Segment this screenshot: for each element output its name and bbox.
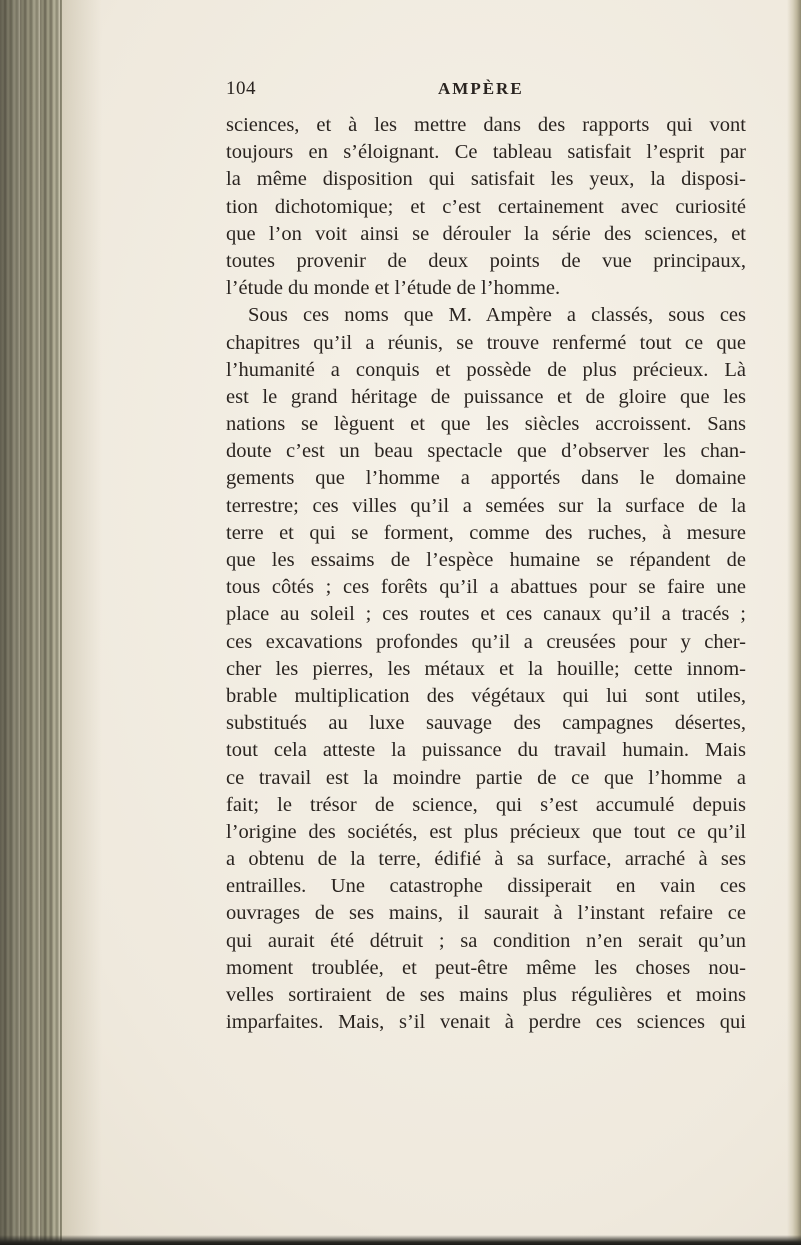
text-line: l’humanité a conquis et possède de plus précieux. Là	[226, 358, 746, 381]
text-line: ce travail est la moindre partie de ce que l’homme a	[226, 766, 746, 789]
text-line: toujours en s’éloignant. Ce tableau satisfait l’esprit par	[226, 141, 746, 164]
text-line: terre et qui se forment, comme des ruches, à mesure	[226, 521, 746, 544]
text-line: que les essaims de l’espèce humaine se répandent de	[226, 549, 746, 571]
binding-shadow	[62, 0, 102, 1245]
text-line: Sous ces noms que M. Ampère a classés, sous ces	[248, 304, 746, 327]
body-text	[226, 112, 746, 1036]
text-line: place au soleil ; ces routes et ces canaux qu’il a tracés ;	[226, 603, 746, 626]
running-head: AMPÈRE	[438, 79, 524, 98]
page-number: 104	[226, 78, 256, 99]
text-line: doute c’est un beau spectacle que d’observer les chan-	[226, 440, 746, 463]
text-line: qui aurait été détruit ; sa condition n’en serait qu’un	[226, 929, 746, 952]
text-line: chapitres qu’il a réunis, se trouve renfermé tout ce que	[226, 331, 746, 354]
text-line: tous côtés ; ces forêts qu’il a abattues pour se faire une	[226, 576, 746, 599]
text-line: tion dichotomique; et c’est certainement avec curiosité	[226, 195, 746, 218]
text-line: entrailles. Une catastrophe dissiperait en vain ces	[226, 875, 746, 898]
text-line: l’étude du monde et l’étude de l’homme.	[226, 277, 561, 300]
text-line: l’origine des sociétés, est plus précieux que tout ce qu’il	[226, 820, 746, 843]
page-right-edge	[787, 0, 801, 1245]
text-line: ouvrages de ses mains, il saurait à l’instant refaire ce	[226, 902, 746, 925]
text-line: terrestre; ces villes qu’il a semées sur la surface de la	[226, 494, 746, 517]
text-line: substitués au luxe sauvage des campagnes désertes,	[226, 712, 746, 735]
text-line: a obtenu de la terre, édifié à sa surface, arraché à ses	[226, 848, 746, 871]
text-line: gements que l’homme a apportés dans le domaine	[226, 467, 746, 490]
page-bottom-edge	[0, 1235, 801, 1245]
text-line: nations se lèguent et que les siècles accroissent. Sans	[226, 413, 746, 436]
book-binding-edge	[0, 0, 62, 1245]
text-line: que l’on voit ainsi se dérouler la série des sciences, et	[226, 222, 746, 245]
text-line: imparfaites. Mais, s’il venait à perdre ces sciences qui	[226, 1011, 746, 1034]
text-line: brable multiplication des végétaux qui lui sont utiles,	[226, 684, 746, 707]
text-line: moment troublée, et peut-être même les choses nou-	[226, 956, 746, 979]
text-line: sciences, et à les mettre dans des rapports qui vont	[226, 114, 746, 136]
page-header	[226, 78, 746, 102]
text-line: est le grand héritage de puissance et de gloire que les	[226, 385, 746, 408]
text-line: velles sortiraient de ses mains plus régulières et moins	[226, 984, 746, 1006]
text-line: toutes provenir de deux points de vue principaux,	[226, 249, 746, 272]
text-line: cher les pierres, les métaux et la houille; cette innom-	[226, 657, 746, 680]
text-line: tout cela atteste la puissance du travail humain. Mais	[226, 739, 746, 762]
text-line: ces excavations profondes qu’il a creusées pour y cher-	[226, 630, 746, 653]
text-line: fait; le trésor de science, qui s’est accumulé depuis	[226, 793, 746, 816]
text-line: la même disposition qui satisfait les yeux, la disposi-	[226, 168, 746, 191]
